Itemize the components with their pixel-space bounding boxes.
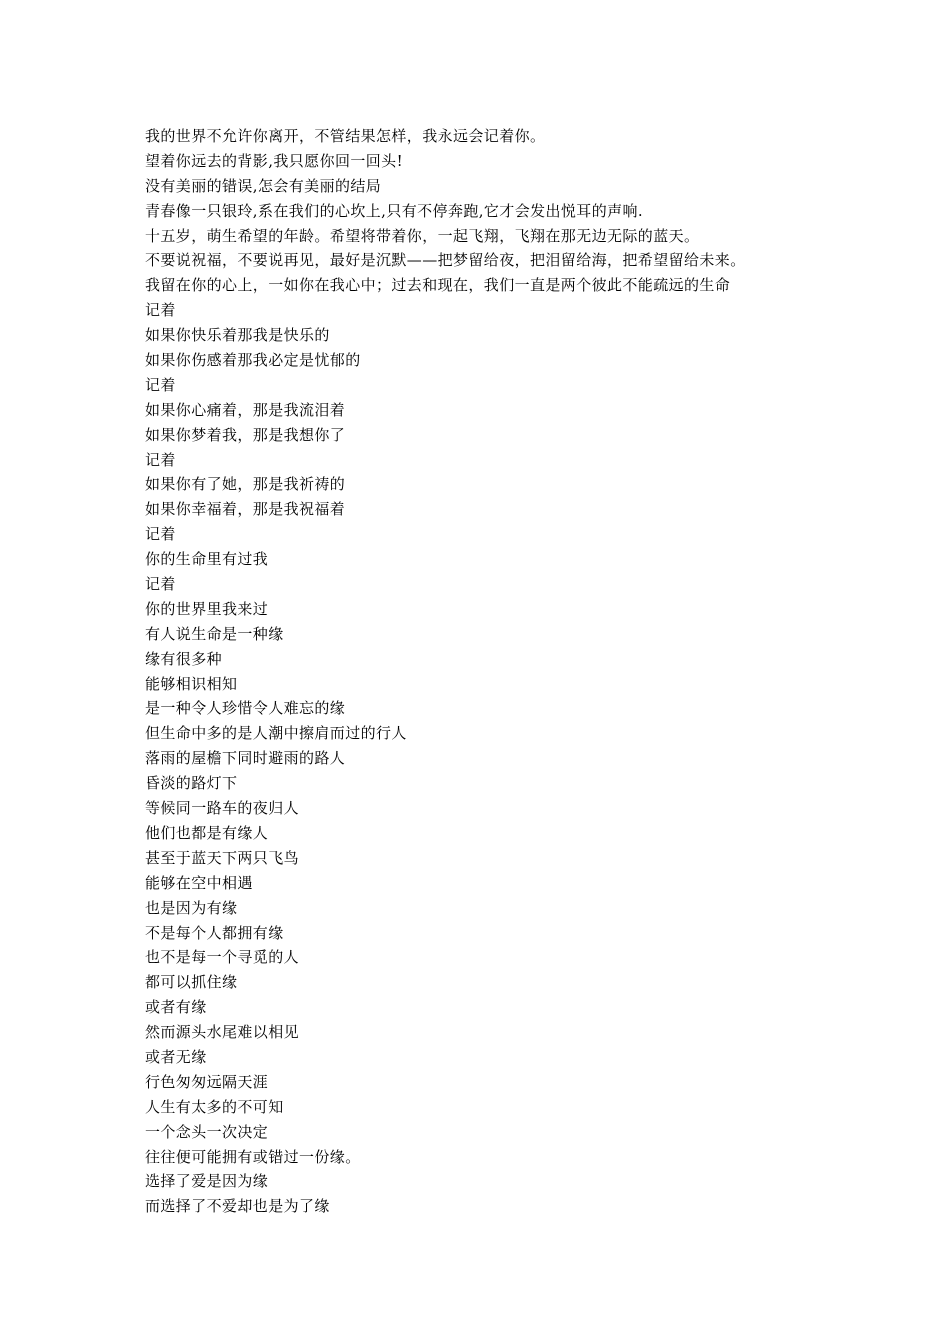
text-line: 不是每个人都拥有缘 [145,923,284,942]
text-line: 缘有很多种 [145,649,223,668]
text-line: 也是因为有缘 [145,898,238,917]
text-line: 而选择了不爱却也是为了缘 [145,1197,330,1216]
text-line: 记着 [145,525,176,544]
text-line: 等候同一路车的夜归人 [145,799,300,818]
text-line: 能够相识相知 [145,674,238,693]
document-body [145,124,845,1219]
text-line: 你的生命里有过我 [145,550,269,569]
text-line: 然而源头水尾难以相见 [145,1023,300,1042]
text-line: 记着 [145,575,176,594]
text-line: 记着 [145,301,176,320]
text-line: 不要说祝福，不要说再见，最好是沉默——把梦留给夜，把泪留给海，把希望留给未来。 [145,251,746,270]
text-line: 能够在空中相遇 [145,873,253,892]
text-line: 昏淡的路灯下 [145,774,238,793]
text-line: 如果你伤感着那我必定是忧郁的 [145,351,361,370]
text-line: 行色匆匆远隔天涯 [145,1072,269,1091]
text-line: 他们也都是有缘人 [145,823,269,842]
text-line: 或者有缘 [145,998,207,1017]
text-line: 或者无缘 [145,1047,207,1066]
text-line: 是一种令人珍惜令人难忘的缘 [145,699,346,718]
text-line: 如果你快乐着那我是快乐的 [145,326,330,345]
text-line: 如果你梦着我，那是我想你了 [145,425,346,444]
text-line: 没有美丽的错误,怎会有美丽的结局 [145,176,382,195]
text-line: 我留在你的心上，一如你在我心中；过去和现在，我们一直是两个彼此不能疏远的生命 [145,276,731,295]
text-line: 都可以抓住缘 [145,973,238,992]
text-line: 甚至于蓝天下两只飞鸟 [145,848,300,867]
text-line: 落雨的屋檐下同时避雨的路人 [145,749,346,768]
text-line: 十五岁，萌生希望的年龄。希望将带着你，一起飞翔，飞翔在那无边无际的蓝天。 [145,226,700,245]
text-line: 也不是每一个寻觅的人 [145,948,300,967]
text-line: 人生有太多的不可知 [145,1097,284,1116]
text-line: 但生命中多的是人潮中擦肩而过的行人 [145,724,407,743]
text-line: 如果你幸福着，那是我祝福着 [145,500,346,519]
text-line: 如果你有了她，那是我祈祷的 [145,475,346,494]
text-line: 记着 [145,450,176,469]
text-line: 往往便可能拥有或错过一份缘。 [145,1147,361,1166]
text-line: 选择了爱是因为缘 [145,1172,269,1191]
text-line: 我的世界不允许你离开，不管结果怎样，我永远会记着你。 [145,127,546,145]
text-line: 记着 [145,375,176,394]
text-line: 青春像一只银玲,系在我们的心坎上,只有不停奔跑,它才会发出悦耳的声响. [145,201,644,220]
text-line: 有人说生命是一种缘 [145,624,284,643]
text-line: 望着你远去的背影,我只愿你回一回头! [145,151,403,170]
text-line: 一个念头一次决定 [145,1122,269,1141]
text-line: 如果你心痛着，那是我流泪着 [145,400,346,419]
text-line: 你的世界里我来过 [145,599,269,618]
